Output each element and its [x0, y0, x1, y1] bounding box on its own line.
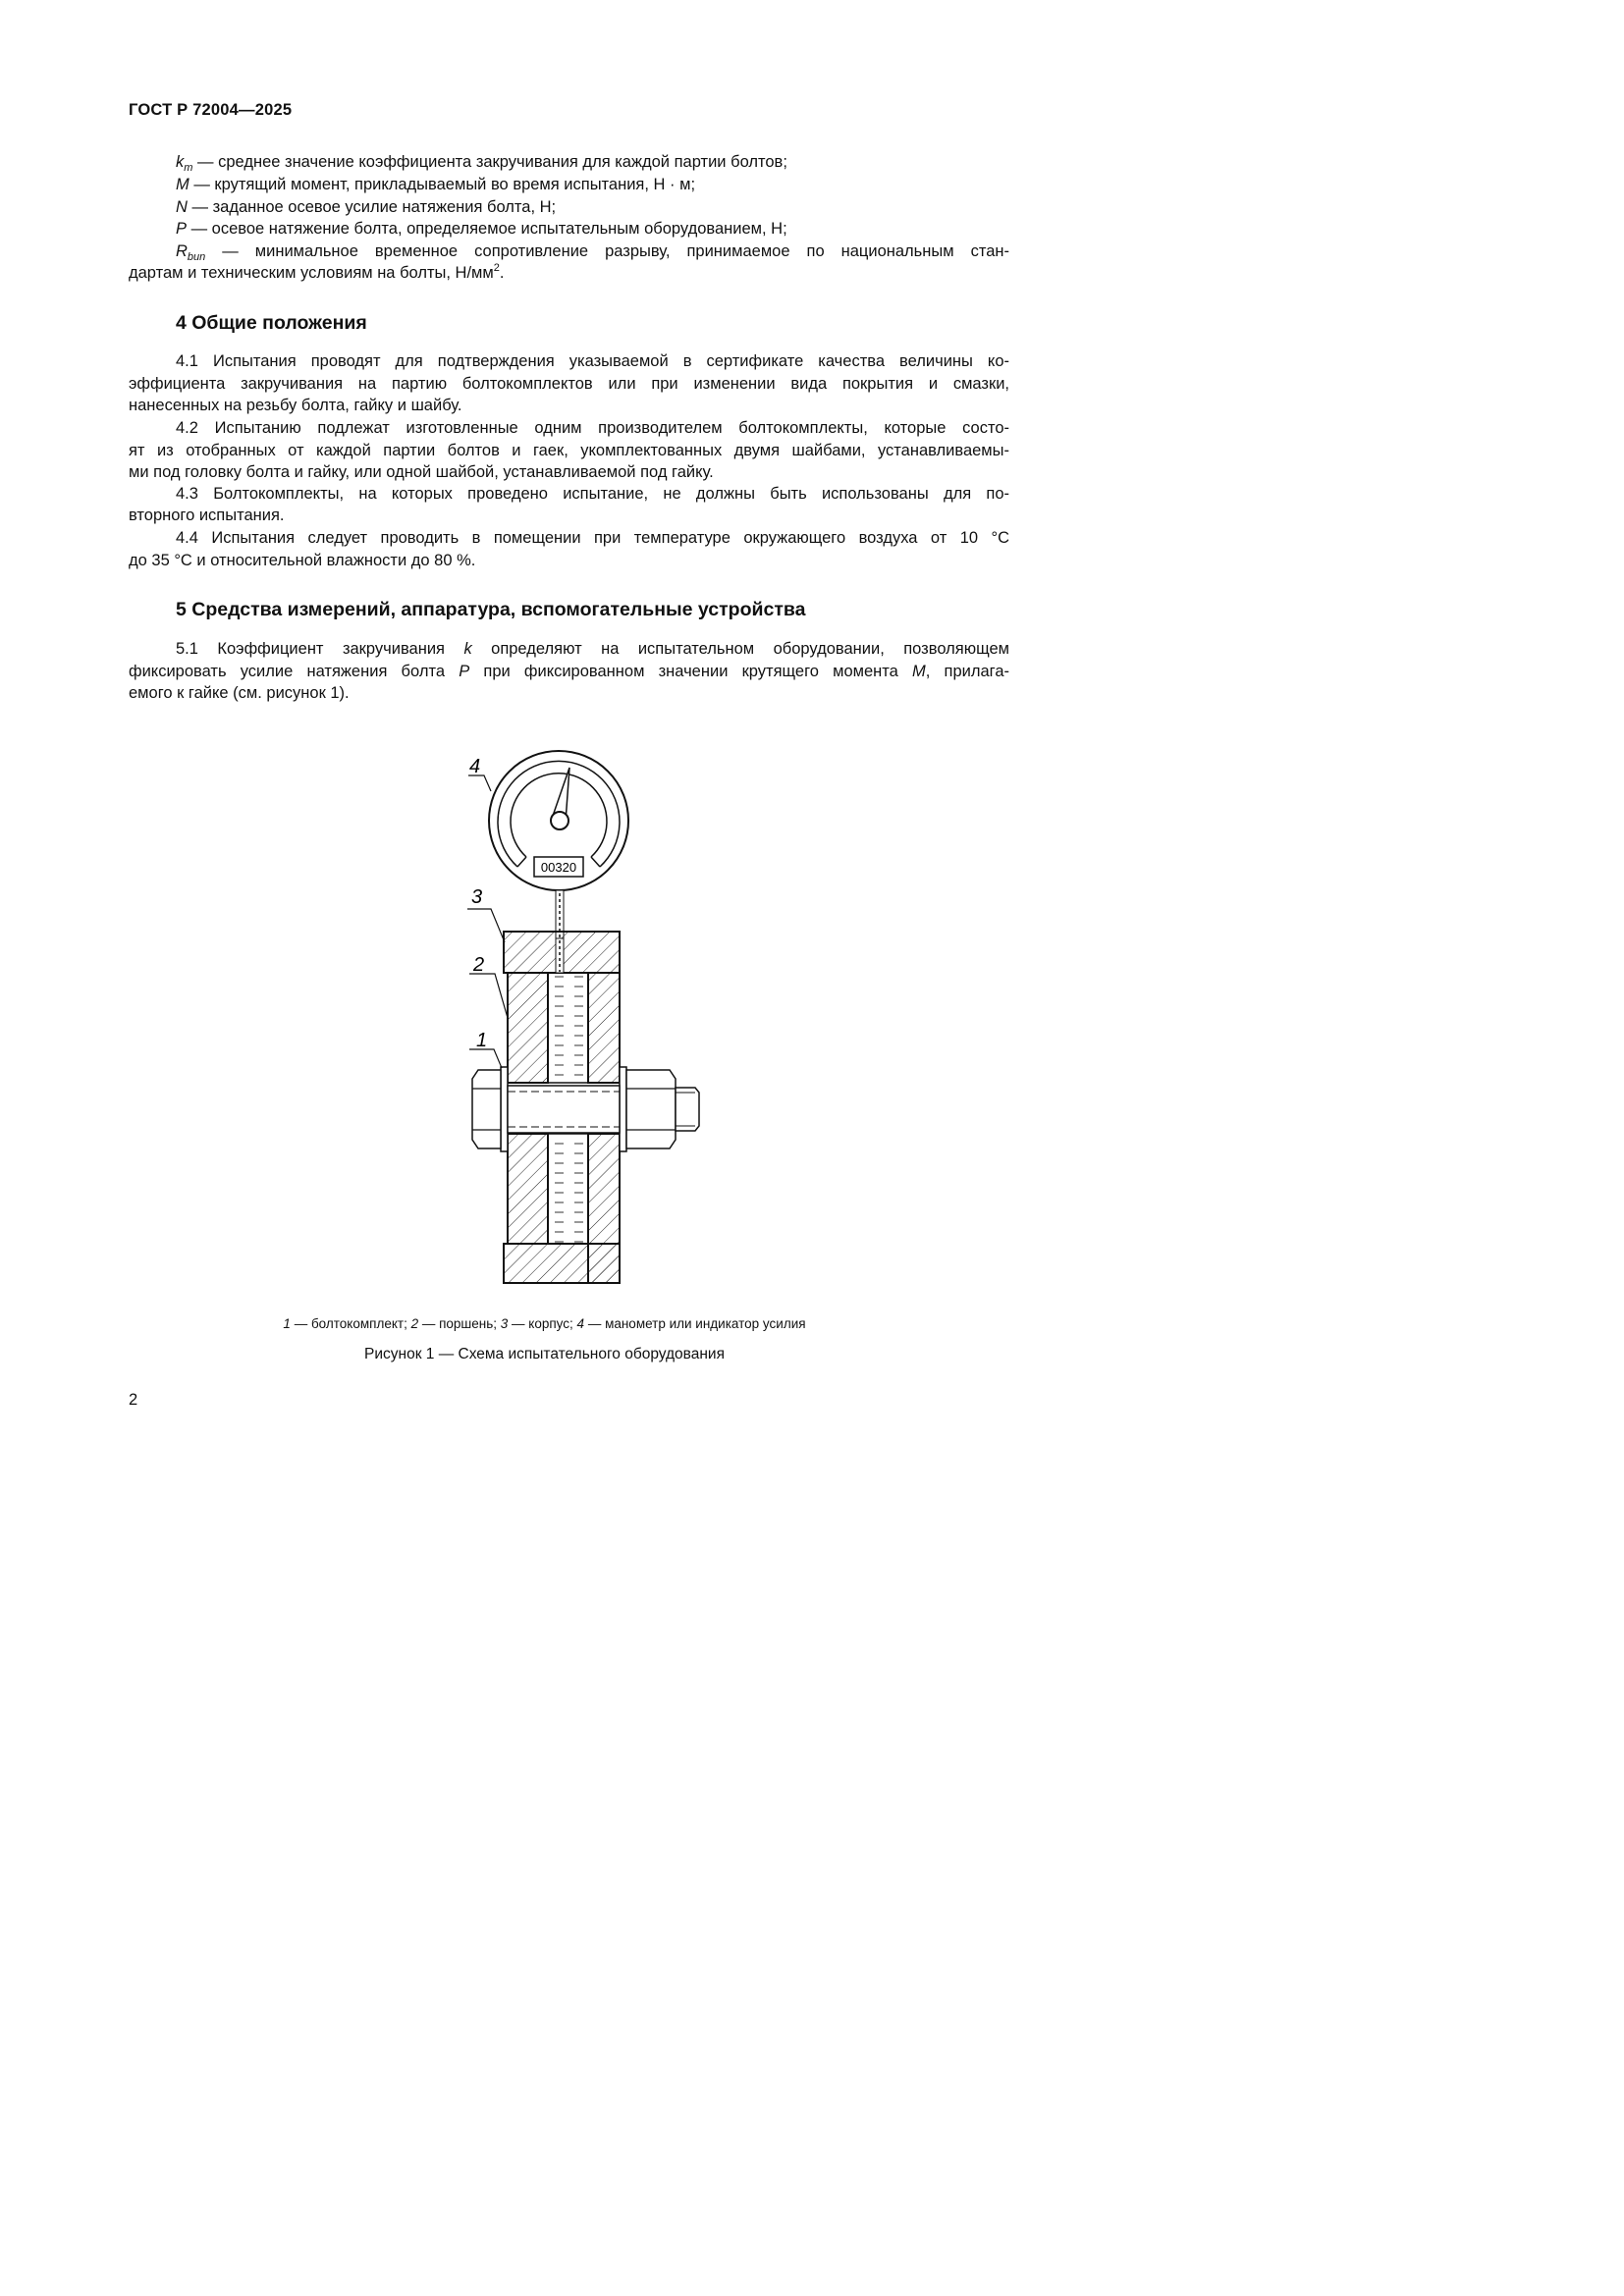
- symbol-definition: M — крутящий момент, прикладываемый во время испытания, Н · м;: [176, 176, 696, 193]
- symbol-definition: N — заданное осевое усилие натяжения болта, Н;: [176, 198, 557, 216]
- paragraph-line: 4.3 Болтокомплекты, на которых проведено испытание, не должны быть использованы для по-: [176, 485, 1009, 503]
- pressure-gauge: [489, 751, 628, 890]
- figure-legend: 1 — болтокомплект; 2 — поршень; 3 — корпус; 4 — манометр или индикатор усилия: [283, 1316, 806, 1331]
- paragraph-line: вторного испытания.: [129, 507, 285, 524]
- symbol-definition-continuation: дартам и техническим условиям на болты, $Н/мм^2$.: [129, 262, 505, 282]
- callout-2: 2: [473, 954, 485, 976]
- paragraph-line: ят из отобранных от каждой партии болтов и гаек, укомплектованных двумя шайбами, устанавливаемы-: [129, 442, 1009, 459]
- section-5-heading: 5 Средства измерений, аппаратура, вспомогательные устройства: [176, 599, 806, 620]
- paragraph-line: эффициента закручивания на партию болтокомплектов или при изменении вида покрытия и смазки,: [129, 375, 1009, 393]
- callout-3: 3: [471, 886, 483, 908]
- section-4-heading: 4 Общие положения: [176, 312, 367, 334]
- paragraph-line: нанесенных на резьбу болта, гайку и шайбу.: [129, 397, 462, 414]
- paragraph-line: 5.1 Коэффициент закручивания k определяют на испытательном оборудовании, позволяющем: [176, 640, 1009, 658]
- paragraph-line: до 35 °C и относительной влажности до 80 %.: [129, 552, 476, 569]
- symbol-definition: $R_{bun}$ — минимальное временное сопротивление разрыву, принимаемое по национальным стан-: [176, 242, 1009, 263]
- document-header: ГОСТ Р 72004—2025: [129, 101, 293, 119]
- callout-1: 1: [476, 1030, 488, 1051]
- figure-caption: Рисунок 1 — Схема испытательного оборудования: [364, 1346, 725, 1362]
- paragraph-line: 4.4 Испытания следует проводить в помещении при температуре окружающего воздуха от 10 °C: [176, 529, 1009, 547]
- callout-4: 4: [469, 756, 481, 777]
- display-value: 00320: [540, 860, 577, 875]
- paragraph-line: фиксировать усилие натяжения болта P при фиксированном значении крутящего момента M, прилага-: [129, 663, 1009, 680]
- symbol-definition: $k_m$ — среднее значение коэффициента закручивания для каждой партии болтов;: [176, 153, 787, 174]
- page-number: 2: [129, 1391, 138, 1409]
- paragraph-line: 4.2 Испытанию подлежат изготовленные одним производителем болтокомплекты, которые состо-: [176, 419, 1009, 437]
- paragraph-line: 4.1 Испытания проводят для подтверждения указываемой в сертификате качества величины ко-: [176, 352, 1009, 370]
- symbol-definition: P — осевое натяжение болта, определяемое испытательным оборудованием, Н;: [176, 220, 787, 238]
- paragraph-line: ми под головку болта и гайку, или одной шайбой, устанавливаемой под гайку.: [129, 463, 714, 481]
- test-equipment-diagram: [432, 736, 736, 1296]
- paragraph-line: емого к гайке (см. рисунок 1).: [129, 684, 350, 702]
